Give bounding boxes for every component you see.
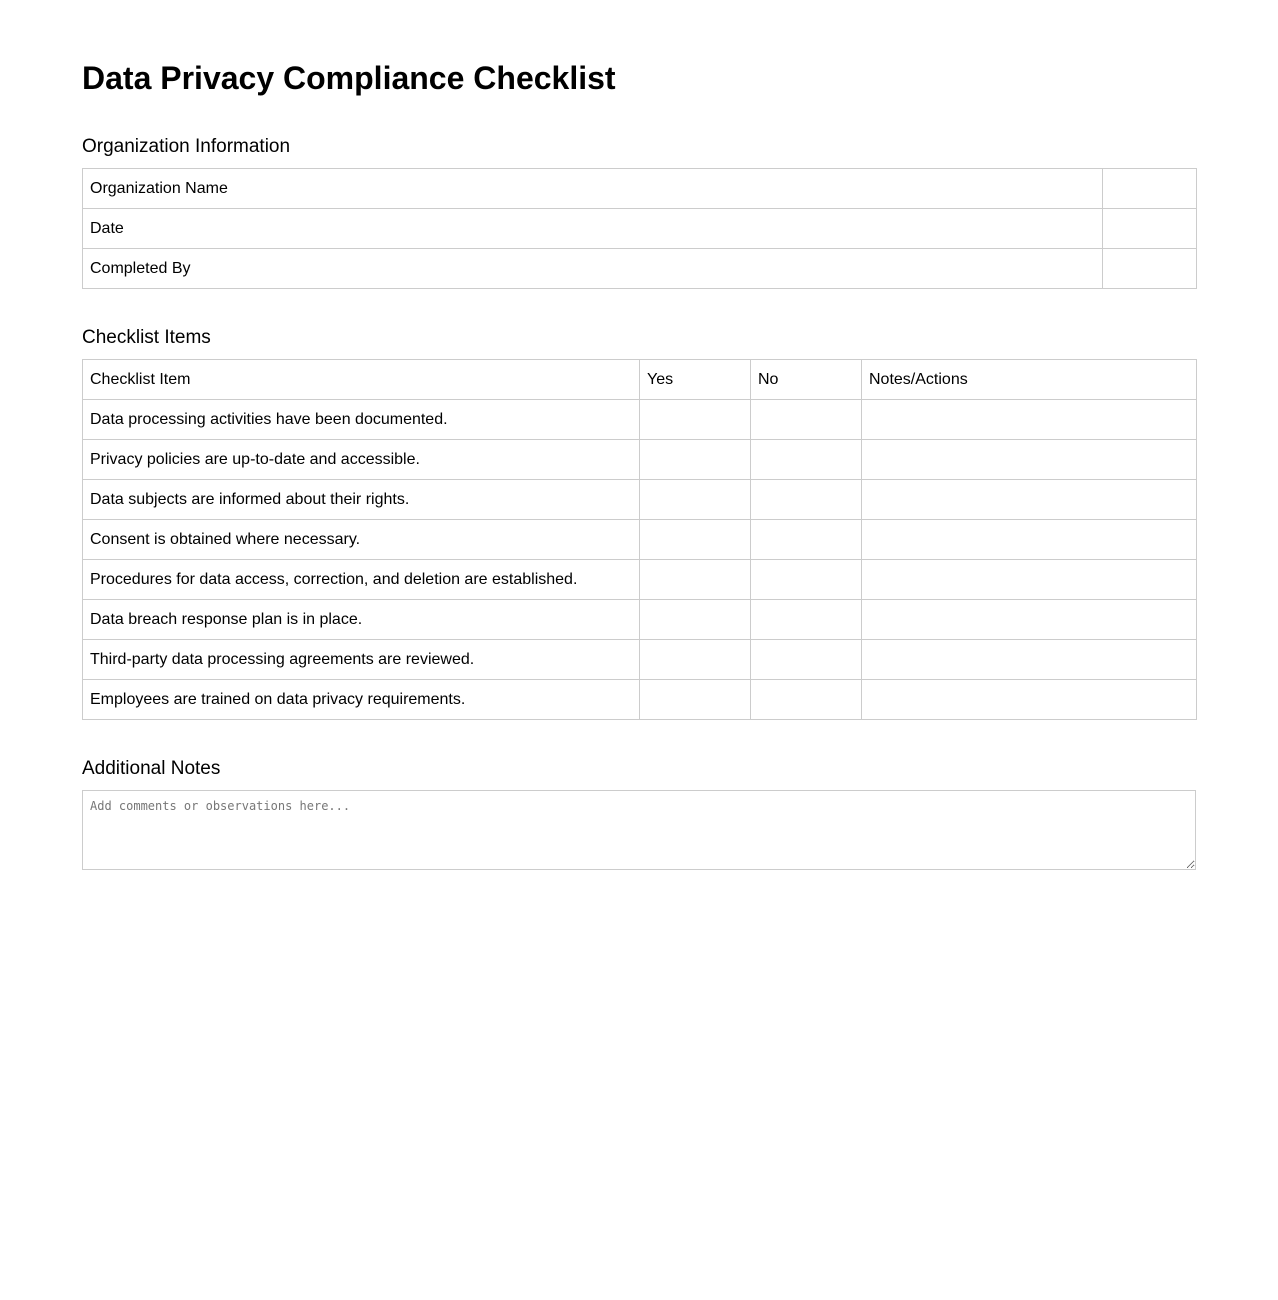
- yes-cell[interactable]: [640, 480, 751, 520]
- org-label: Date: [83, 209, 1103, 249]
- no-cell[interactable]: [751, 680, 862, 720]
- notes-cell[interactable]: [862, 560, 1197, 600]
- checklist-item-text: Procedures for data access, correction, and deletion are established.: [83, 560, 640, 600]
- organization-section: [82, 136, 1196, 289]
- no-cell[interactable]: [751, 640, 862, 680]
- checklist-item-text: Employees are trained on data privacy requirements.: [83, 680, 640, 720]
- notes-cell[interactable]: [862, 640, 1197, 680]
- table-row: [83, 640, 1197, 680]
- org-label: Completed By: [83, 249, 1103, 289]
- table-row: [83, 480, 1197, 520]
- column-header-no: No: [751, 360, 862, 400]
- notes-cell[interactable]: [862, 600, 1197, 640]
- org-date-value[interactable]: [1103, 209, 1197, 249]
- no-cell[interactable]: [751, 480, 862, 520]
- checklist-section: [82, 327, 1196, 720]
- yes-cell[interactable]: [640, 640, 751, 680]
- org-row-completed-by: [83, 249, 1197, 289]
- table-row: [83, 680, 1197, 720]
- no-cell[interactable]: [751, 600, 862, 640]
- table-row: [83, 560, 1197, 600]
- no-cell[interactable]: [751, 520, 862, 560]
- checklist-item-text: Data breach response plan is in place.: [83, 600, 640, 640]
- table-row: [83, 400, 1197, 440]
- checklist-item-text: Consent is obtained where necessary.: [83, 520, 640, 560]
- notes-cell[interactable]: [862, 400, 1197, 440]
- checklist-header-row: [83, 360, 1197, 400]
- column-header-notes: Notes/Actions: [862, 360, 1197, 400]
- organization-table: [82, 168, 1197, 289]
- notes-cell[interactable]: [862, 480, 1197, 520]
- yes-cell[interactable]: [640, 440, 751, 480]
- column-header-item: Checklist Item: [83, 360, 640, 400]
- additional-notes-section: [82, 758, 1196, 870]
- checklist-item-text: Privacy policies are up-to-date and accessible.: [83, 440, 640, 480]
- no-cell[interactable]: [751, 560, 862, 600]
- checklist-item-text: Data subjects are informed about their rights.: [83, 480, 640, 520]
- notes-cell[interactable]: [862, 520, 1197, 560]
- no-cell[interactable]: [751, 400, 862, 440]
- notes-cell[interactable]: [862, 680, 1197, 720]
- yes-cell[interactable]: [640, 600, 751, 640]
- notes-cell[interactable]: [862, 440, 1197, 480]
- organization-heading: Organization Information: [82, 136, 291, 157]
- table-row: [83, 520, 1197, 560]
- additional-notes-heading: Additional Notes: [82, 758, 221, 779]
- yes-cell[interactable]: [640, 400, 751, 440]
- additional-notes-textarea[interactable]: [82, 790, 1196, 870]
- table-row: [83, 440, 1197, 480]
- org-name-value[interactable]: [1103, 169, 1197, 209]
- checklist-heading: Checklist Items: [82, 327, 211, 348]
- page-title: Data Privacy Compliance Checklist: [82, 60, 616, 96]
- checklist-item-text: Third-party data processing agreements are reviewed.: [83, 640, 640, 680]
- yes-cell[interactable]: [640, 520, 751, 560]
- yes-cell[interactable]: [640, 680, 751, 720]
- no-cell[interactable]: [751, 440, 862, 480]
- checklist-table: [82, 359, 1197, 720]
- org-label: Organization Name: [83, 169, 1103, 209]
- org-completed-by-value[interactable]: [1103, 249, 1197, 289]
- yes-cell[interactable]: [640, 560, 751, 600]
- checklist-item-text: Data processing activities have been documented.: [83, 400, 640, 440]
- org-row-name: [83, 169, 1197, 209]
- table-row: [83, 600, 1197, 640]
- org-row-date: [83, 209, 1197, 249]
- column-header-yes: Yes: [640, 360, 751, 400]
